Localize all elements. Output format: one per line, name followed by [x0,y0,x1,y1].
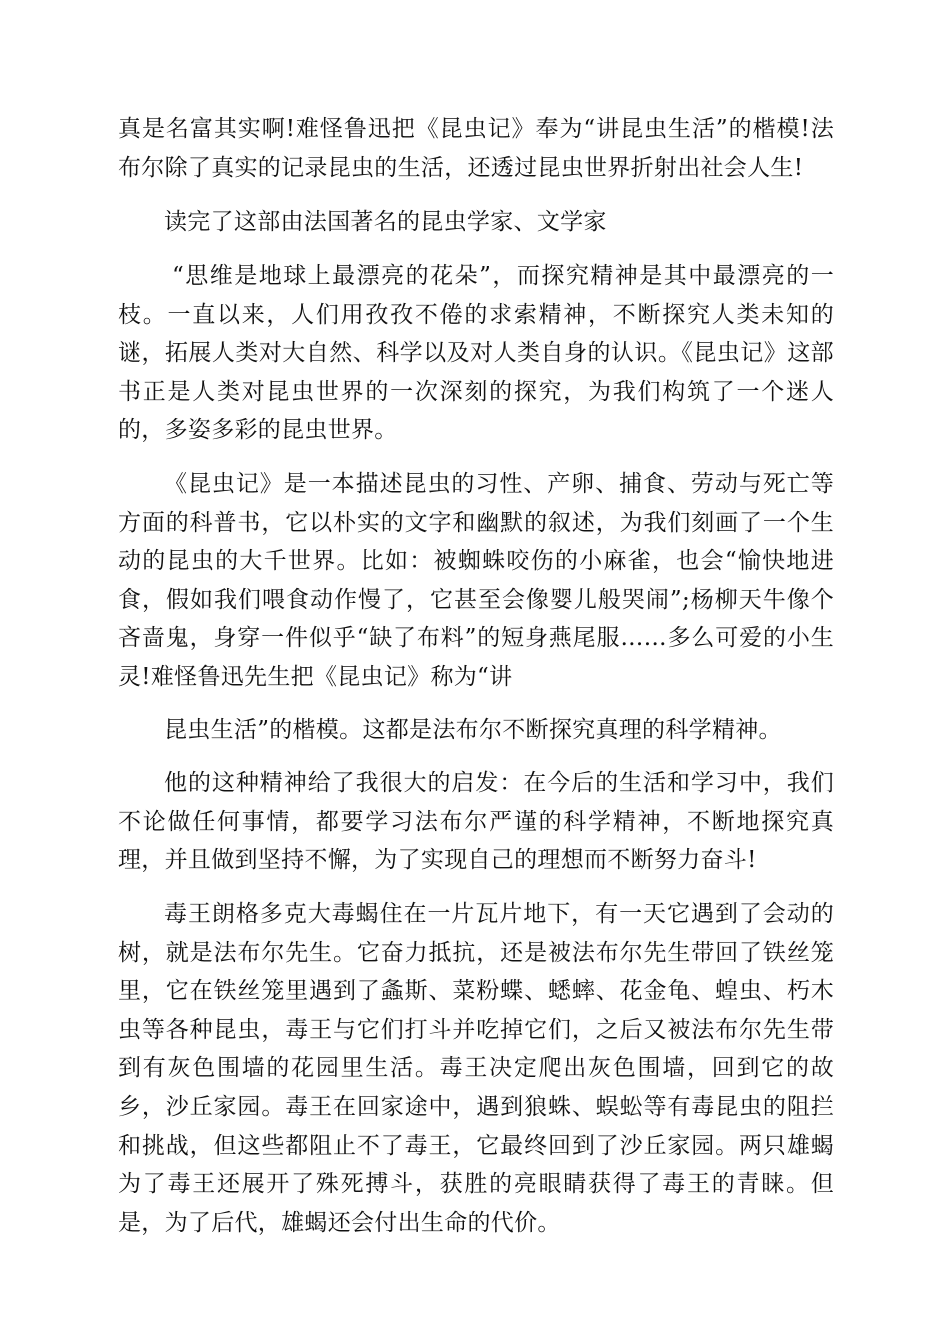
paragraph-4: 《昆虫记》是一本描述昆虫的习性、产卵、捕食、劳动与死亡等方面的科普书，它以朴实的文字和幽默的叙述，为我们刻画了一个生动的昆虫的大千世界。比如：被蜘蛛咬伤的小麻雀，也会“愉快地进食，假如我们喂食动作慢了，它甚至会像婴儿般哭闹”;杨柳天牛像个吝啬鬼，身穿一件似乎“缺了布料”的短身燕尾服……多么可爱的小生灵!难怪鲁迅先生把《昆虫记》称为“讲 [118,471,834,690]
paragraph-6: 他的这种精神给了我很大的启发：在今后的生活和学习中，我们不论做任何事情，都要学习法布尔严谨的科学精神，不断地探究真理，并且做到坚持不懈，为了实现自己的理想而不断努力奋斗! [118,770,834,874]
paragraph-3: “思维是地球上最漂亮的花朵”，而探究精神是其中最漂亮的一枝。一直以来，人们用孜孜不倦的求索精神，不断探究人类未知的谜，拓展人类对大自然、科学以及对人类自身的认识。《昆虫记》这部书正是人类对昆虫世界的一次深刻的探究，为我们构筑了一个迷人的，多姿多彩的昆虫世界。 [118,263,834,444]
paragraph-2: 读完了这部由法国著名的昆虫学家、文学家 [164,209,607,235]
paragraph-5: 昆虫生活”的楷模。这都是法布尔不断探究真理的科学精神。 [164,717,782,743]
paragraph-7: 毒王朗格多克大毒蝎住在一片瓦片地下，有一天它遇到了会动的树，就是法布尔先生。它奋力抵抗，还是被法布尔先生带回了铁丝笼里，它在铁丝笼里遇到了螽斯、菜粉蝶、蟋蟀、花金龟、蝗虫、朽木虫等各种昆虫，毒王与它们打斗并吃掉它们，之后又被法布尔先生带到有灰色围墙的花园里生活。毒王决定爬出灰色围墙，回到它的故乡，沙丘家园。毒王在回家途中，遇到狼蛛、蜈蚣等有毒昆虫的阻拦和挑战，但这些都阻止不了毒王，它最终回到了沙丘家园。两只雄蝎为了毒王还展开了殊死搏斗，获胜的亮眼睛获得了毒王的青睐。但是，为了后代，雄蝎还会付出生命的代价。 [118,901,834,1236]
paragraph-1: 真是名富其实啊!难怪鲁迅把《昆虫记》奉为“讲昆虫生活”的楷模!法布尔除了真实的记录昆虫的生活，还透过昆虫世界折射出社会人生! [118,116,834,181]
